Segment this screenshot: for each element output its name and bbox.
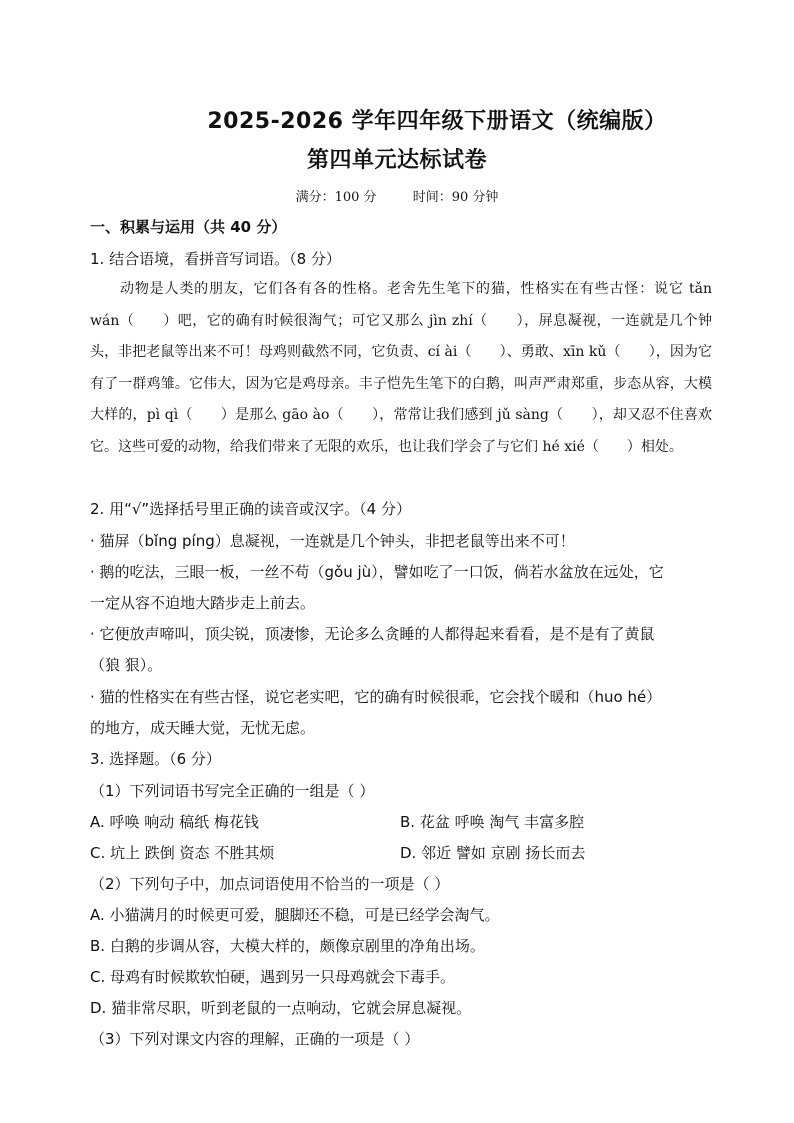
section-heading: 一、积累与运用（共 40 分）: [90, 218, 287, 236]
option-a: A. 小猫满月的时候更可爱，腿脚还不稳，可是已经学会淘气。: [90, 906, 500, 924]
option-b: B. 花盆 呼唤 淘气 丰富多腔: [400, 813, 585, 831]
exam-meta: [0, 186, 794, 205]
question-1-title: 1. 结合语境，看拼音写词语。（8 分）: [90, 250, 341, 268]
exam-subtitle: 第四单元达标试卷: [306, 148, 487, 173]
full-score: 满分：100 分: [295, 190, 377, 205]
option-d: D. 邻近 譬如 京剧 扬长而去: [400, 844, 586, 862]
question-3-sub1: （1）下列词语书写完全正确的一组是（ ）: [90, 782, 375, 800]
question-2-item: （狼 狠）。: [90, 656, 163, 674]
passage-text: 动物是人类的朋友，它们各有各的性格。老舍先生笔下的猫，性格实在有些古怪：说它 tǎn wán（ ）吧，它的确有时候很淘气；可它又那么 jìn zhí（ ），屏息凝视，一连就是几个钟头，非把老鼠等出来不可！母鸡则截然不同，它负责、cí ài（ ）、勇敢、xīn kǔ（ ），因为它有了一群鸡雏。它伟大，因为它是鸡母亲。丰子恺先生笔下的白鹅，叫声严肃郑重，步态从容，大模大样的，pì qì（ ）是那么 gāo ào（ ），常常让我们感到 jǔ sàng（ ），却又忍不住喜欢它。这些可爱的动物，给我们带来了无限的欢乐，也让我们学会了与它们 hé xié（ ）相处。: [90, 281, 712, 455]
question-2-item: · 猫屏（bǐng píng）息凝视，一连就是几个钟头，非把老鼠等出来不可！: [90, 532, 575, 550]
question-2-item: · 它便放声啼叫，顶尖锐，顶凄惨，无论多么贪睡的人都得起来看看，是不是有了黄鼠: [90, 625, 655, 643]
question-2-item: 的地方，成天睡大觉，无忧无虑。: [90, 719, 316, 737]
question-2-title: 2. 用“√”选择括号里正确的读音或汉字。（4 分）: [90, 500, 411, 518]
question-1-passage: [90, 274, 712, 463]
question-2-item: · 猫的性格实在有些古怪，说它老实吧，它的确有时候很乖，它会找个暖和（huo hé）: [90, 688, 662, 706]
option-d: D. 猫非常尽职，听到老鼠的一点响动，它就会屏息凝视。: [90, 999, 472, 1017]
question-3-sub2: （2）下列句子中，加点词语使用不恰当的一项是（ ）: [90, 875, 450, 893]
option-b: B. 白鹅的步调从容，大模大样的，颇像京剧里的净角出场。: [90, 937, 485, 955]
question-2-item: · 鹅的吃法，三眼一板，一丝不苟（gǒu jù），譬如吃了一口饭，倘若水盆放在远处，它: [90, 563, 664, 581]
question-3-sub3: （3）下列对课文内容的理解，正确的一项是（ ）: [90, 1030, 420, 1048]
option-c: C. 坑上 跌倒 资态 不胜其烦: [90, 844, 275, 862]
option-c: C. 母鸡有时候欺软怕硬，遇到另一只母鸡就会下毒手。: [90, 968, 456, 986]
exam-title: 2025-2026 学年四年级下册语文（统编版）: [207, 109, 667, 134]
question-3-title: 3. 选择题。（6 分）: [90, 750, 221, 768]
exam-time: 时间：90 分钟: [412, 190, 499, 205]
question-2-item: 一定从容不迫地大踏步走上前去。: [90, 594, 316, 612]
option-a: A. 呼唤 响动 稿纸 梅花钱: [90, 813, 259, 831]
